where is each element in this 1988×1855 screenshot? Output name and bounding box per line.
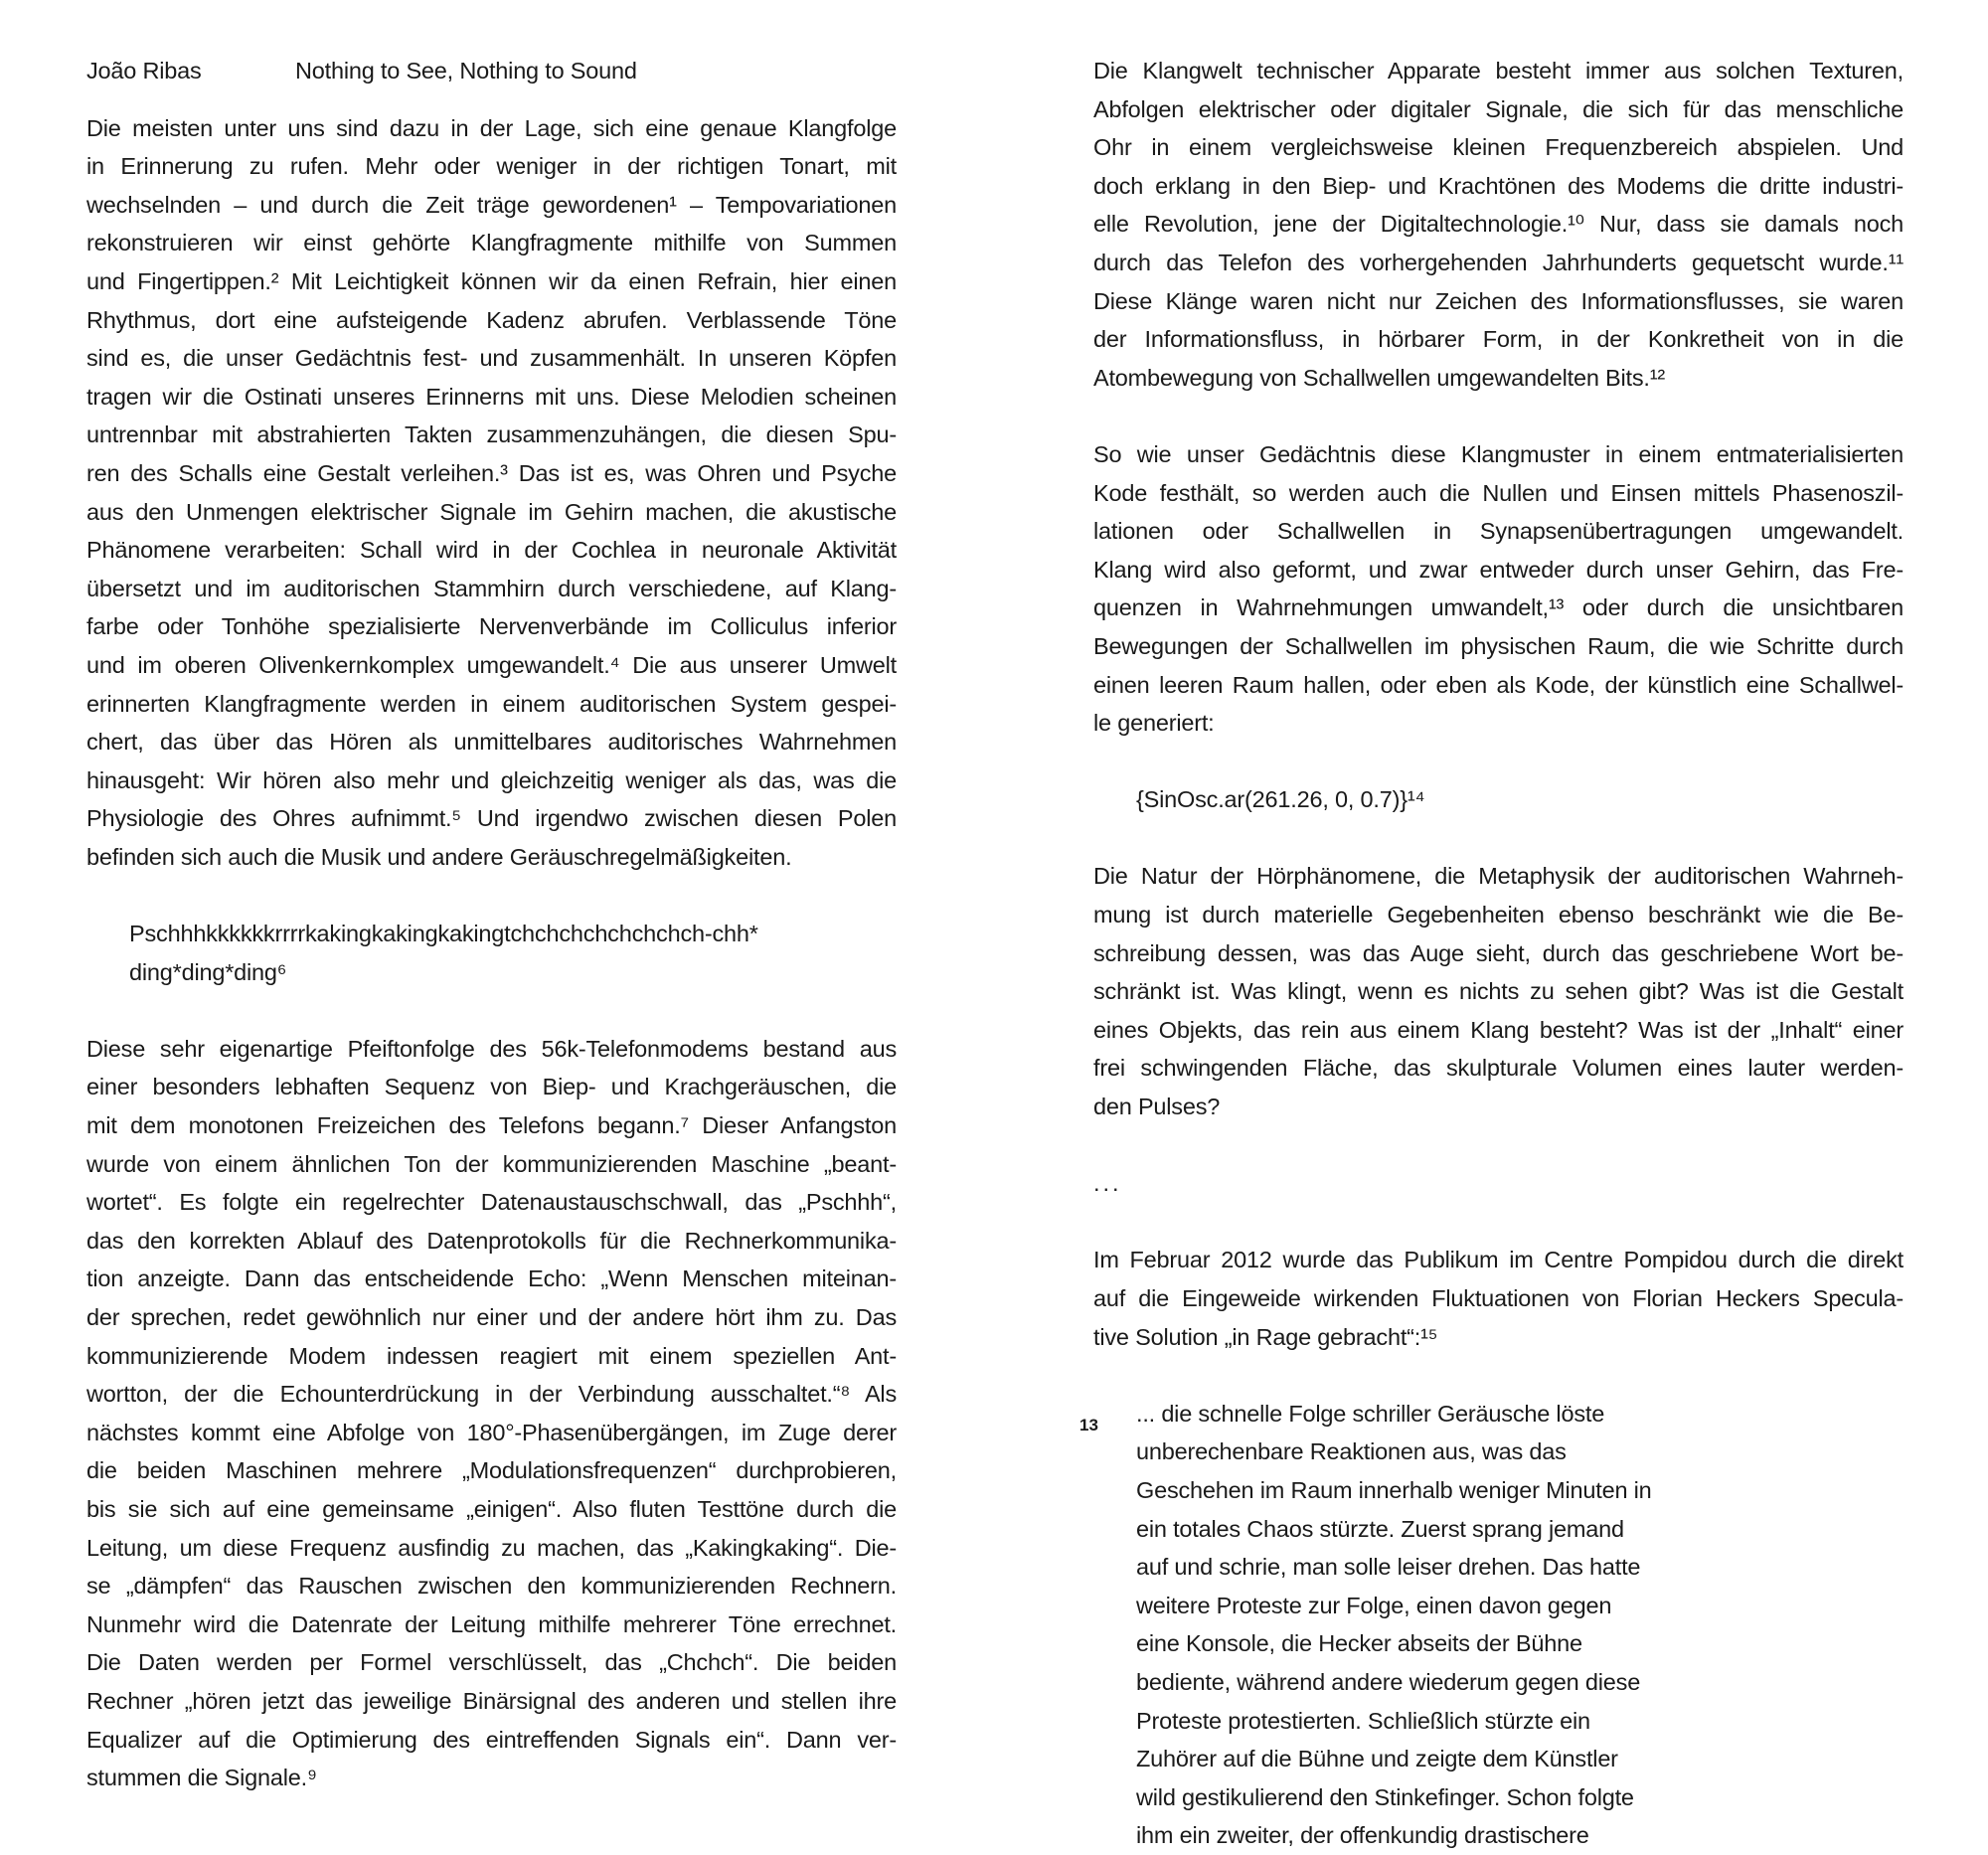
- text-line: schreibung dessen, was das Auge sieht, durch das geschriebene Wort be-: [1093, 939, 1904, 966]
- text-line: auf und schrie, man solle leiser drehen. Das hatte: [1136, 1554, 1641, 1581]
- supercollider-code-line: [1093, 780, 1904, 819]
- text-line: untrennbar mit abstrahierten Takten zusammenzuhängen, die diesen Spu-: [86, 422, 897, 448]
- text-line: ein totales Chaos stürzte. Zuerst sprang jemand: [1136, 1515, 1624, 1542]
- right-page: [1093, 52, 1904, 1855]
- page-number: 13: [1079, 1416, 1098, 1434]
- section-break-ellipsis: ...: [1093, 1170, 1122, 1197]
- essay-title: Nothing to See, Nothing to Sound: [295, 58, 637, 84]
- text-line: sind es, die unser Gedächtnis fest- und zusammenhält. In unseren Köpfen: [86, 345, 897, 372]
- paragraph-modem-handshake: [86, 1030, 897, 1797]
- text-line: wurde von einem ähnlichen Ton der kommunizierenden Maschine „beant-: [86, 1150, 897, 1177]
- text-line: wild gestikulierend den Stinkefinger. Schon folgte: [1136, 1783, 1634, 1810]
- text-line: lationen oder Schallwellen in Synapsenübertragungen umgewandelt.: [1093, 518, 1904, 545]
- text-line: Zuhörer auf die Bühne und zeigte dem Künstler: [1136, 1746, 1618, 1772]
- text-line: der Informationsfluss, in hörbarer Form, in der Konkretheit von in die: [1093, 326, 1904, 353]
- text-line: ihm ein zweiter, der offenkundig drastischere: [1136, 1822, 1589, 1849]
- left-page: [86, 52, 897, 1797]
- text-line: quenzen in Wahrnehmungen umwandelt,¹³ oder durch die unsichtbaren: [1093, 594, 1904, 621]
- paragraph-technical-soundworld: [1093, 52, 1904, 397]
- text-line: Ohr in einem vergleichsweise kleinen Frequenzbereich abspielen. Und: [1093, 134, 1904, 161]
- text-line: der sprechen, redet gewöhnlich nur einer und der andere hört ihm zu. Das: [86, 1304, 897, 1330]
- text-line: Abfolgen elektrischer oder digitaler Signale, die sich für das menschliche: [1093, 95, 1904, 122]
- text-line: eines Objekts, das rein aus einem Klang besteht? Was ist der „Inhalt“ einer: [1093, 1016, 1904, 1043]
- text-line: hinausgeht: Wir hören also mehr und gleichzeitig weniger als das, was die: [86, 766, 897, 793]
- text-line: auf die Eingeweide wirkenden Fluktuationen von Florian Heckers Specula-: [1093, 1285, 1904, 1311]
- text-line: übersetzt und im auditorischen Stammhirn durch verschiedene, auf Klang-: [86, 575, 897, 601]
- text-line: Die Daten werden per Formel verschlüsselt, das „Chchch“. Die beiden: [86, 1649, 897, 1676]
- text-line: erinnerten Klangfragmente werden in einem auditorischen System gespei-: [86, 690, 897, 717]
- text-line: Pschhhkkkkkkrrrrkakingkakingkakingtchchchchchchchch-chh*: [129, 921, 758, 947]
- text-line: kommunizierende Modem indessen reagiert mit einem speziellen Ant-: [86, 1342, 897, 1369]
- text-line: bis sie sich auf eine gemeinsame „einigen“. Also fluten Testtöne durch die: [86, 1495, 897, 1522]
- text-line: Die Natur der Hörphänomene, die Metaphysik der auditorischen Wahrneh-: [1093, 863, 1904, 890]
- text-line: ren des Schalls eine Gestalt verleihen.³ Das ist es, was Ohren und Psyche: [86, 459, 897, 486]
- text-line: aus den Unmengen elektrischer Signale im Gehirn machen, die akustische: [86, 498, 897, 525]
- text-line: einen leeren Raum hallen, oder eben als Kode, der künstlich eine Schallwel-: [1093, 671, 1904, 698]
- running-header: [86, 52, 897, 90]
- text-line: Atombewegung von Schallwellen umgewandelten Bits.¹²: [1093, 364, 1666, 391]
- text-line: frei schwingenden Fläche, das skulpturale Volumen eines lauter werden-: [1093, 1055, 1904, 1082]
- text-line: mung ist durch materielle Gegebenheiten ebenso beschränkt wie die Be-: [1093, 902, 1904, 928]
- text-line: So wie unser Gedächtnis diese Klangmuster in einem entmaterialisierten: [1093, 440, 1904, 467]
- text-line: den Pulses?: [1093, 1094, 1221, 1120]
- author-name: João Ribas: [86, 58, 202, 84]
- text-line: eine Konsole, die Hecker abseits der Bühne: [1136, 1630, 1582, 1657]
- text-line: Im Februar 2012 wurde das Publikum im Centre Pompidou durch die direkt: [1093, 1247, 1904, 1273]
- text-line: Nunmehr wird die Datenrate der Leitung mithilfe mehrerer Töne errechnet.: [86, 1610, 897, 1637]
- text-line: einer besonders lebhaften Sequenz von Biep- und Krachgeräuschen, die: [86, 1074, 897, 1100]
- text-line: nächstes kommt eine Abfolge von 180°-Phasenübergängen, im Zuge derer: [86, 1419, 897, 1445]
- text-line: Diese Klänge waren nicht nur Zeichen des Informationsflusses, sie waren: [1093, 287, 1904, 314]
- text-line: Klang wird also geformt, und zwar entweder durch unser Gehirn, das Fre-: [1093, 556, 1904, 583]
- text-line: das den korrekten Ablauf des Datenprotokolls für die Rechnerkommunika-: [86, 1227, 897, 1254]
- text-line: Die Klangwelt technischer Apparate besteht immer aus solchen Texturen,: [1093, 58, 1904, 84]
- text-line: schränkt ist. Was klingt, wenn es nichts zu sehen gibt? Was ist die Gestalt: [1093, 978, 1904, 1005]
- text-line: Physiologie des Ohres aufnimmt.⁵ Und irgendwo zwischen diesen Polen: [86, 805, 897, 832]
- text-line: Geschehen im Raum innerhalb weniger Minuten in: [1136, 1476, 1652, 1503]
- text-line: tion anzeigte. Dann das entscheidende Echo: „Wenn Menschen miteinan-: [86, 1265, 897, 1292]
- block-quote: [1093, 1395, 1693, 1855]
- text-line: chert, das über das Hören als unmittelbares auditorisches Wahrnehmen: [86, 729, 897, 756]
- text-line: se „dämpfen“ das Rauschen zwischen den kommunizierenden Rechnern.: [86, 1573, 897, 1600]
- text-line: die beiden Maschinen mehrere „Modulationsfrequenzen“ durchprobieren,: [86, 1457, 897, 1484]
- paragraph-pompidou: [1093, 1241, 1904, 1356]
- text-line: wortton, der die Echounterdrückung in der Verbindung ausschaltet.“⁸ Als: [86, 1381, 897, 1408]
- text-line: mit dem monotonen Freizeichen des Telefons begann.⁷ Dieser Anfangston: [86, 1112, 897, 1139]
- text-line: wortet“. Es folgte ein regelrechter Datenaustauschschwall, das „Pschhh“,: [86, 1189, 897, 1216]
- text-line: weitere Proteste zur Folge, einen davon gegen: [1136, 1592, 1612, 1618]
- text-line: tragen wir die Ostinati unseres Erinnerns mit uns. Diese Melodien scheinen: [86, 383, 897, 410]
- text-line: Die meisten unter uns sind dazu in der Lage, sich eine genaue Klangfolge: [86, 114, 897, 141]
- text-line: unberechenbare Reaktionen aus, was das: [1136, 1438, 1567, 1465]
- paragraph-memory-of-sound: [86, 109, 897, 877]
- text-line: stummen die Signale.⁹: [86, 1765, 317, 1791]
- text-line: und im oberen Olivenkernkomplex umgewandelt.⁴ Die aus unserer Umwelt: [86, 651, 897, 678]
- text-line: in Erinnerung zu rufen. Mehr oder weniger in der richtigen Tonart, mit: [86, 153, 897, 180]
- text-line: befinden sich auch die Musik und andere Geräuschregelmäßigkeiten.: [86, 843, 792, 870]
- modem-onomatopoeia: [86, 915, 897, 991]
- text-line: bediente, während andere wiederum gegen diese: [1136, 1668, 1641, 1695]
- paragraph-nature-of-hearing: [1093, 857, 1904, 1125]
- text-line: Diese sehr eigenartige Pfeiftonfolge des 56k-Telefonmodems bestand aus: [86, 1035, 897, 1062]
- text-line: Phänomene verarbeiten: Schall wird in der Cochlea in neuronale Aktivität: [86, 537, 897, 564]
- text-line: rekonstruieren wir einst gehörte Klangfragmente mithilfe von Summen: [86, 230, 897, 256]
- text-line: durch das Telefon des vorhergehenden Jahrhunderts gequetscht wurde.¹¹: [1093, 249, 1904, 275]
- text-line: ... die schnelle Folge schriller Geräusche löste: [1136, 1400, 1605, 1427]
- text-line: doch erklang in den Biep- und Krachtönen des Modems die dritte industri-: [1093, 172, 1904, 199]
- text-line: ding*ding*ding⁶: [129, 958, 287, 985]
- text-line: wechselnden – und durch die Zeit träge gewordenen¹ – Tempovariationen: [86, 191, 897, 218]
- paragraph-memory-code: [1093, 435, 1904, 743]
- text-line: Kode festhält, so werden auch die Nullen und Einsen mittels Phasenoszil-: [1093, 479, 1904, 506]
- text-line: Bewegungen der Schallwellen im physischen Raum, die wie Schritte durch: [1093, 632, 1904, 659]
- code-text: {SinOsc.ar(261.26, 0, 0.7)}¹⁴: [1136, 786, 1425, 813]
- text-line: farbe oder Tonhöhe spezialisierte Nervenverbände im Colliculus inferior: [86, 613, 897, 640]
- text-line: Equalizer auf die Optimierung des eintreffenden Signals ein“. Dann ver-: [86, 1726, 897, 1753]
- text-line: und Fingertippen.² Mit Leichtigkeit können wir da einen Refrain, hier einen: [86, 267, 897, 294]
- text-line: Proteste protestierten. Schließlich stürzte ein: [1136, 1707, 1590, 1734]
- text-line: elle Revolution, jene der Digitaltechnologie.¹⁰ Nur, dass sie damals noch: [1093, 211, 1904, 238]
- text-line: Rhythmus, dort eine aufsteigende Kadenz abrufen. Verblassende Töne: [86, 306, 897, 333]
- text-line: Rechner „hören jetzt das jeweilige Binärsignal des anderen und stellen ihre: [86, 1687, 897, 1714]
- text-line: tive Solution „in Rage gebracht“:¹⁵: [1093, 1323, 1438, 1350]
- text-line: le generiert:: [1093, 710, 1215, 737]
- text-line: Leitung, um diese Frequenz ausfindig zu machen, das „Kakingkaking“. Die-: [86, 1534, 897, 1561]
